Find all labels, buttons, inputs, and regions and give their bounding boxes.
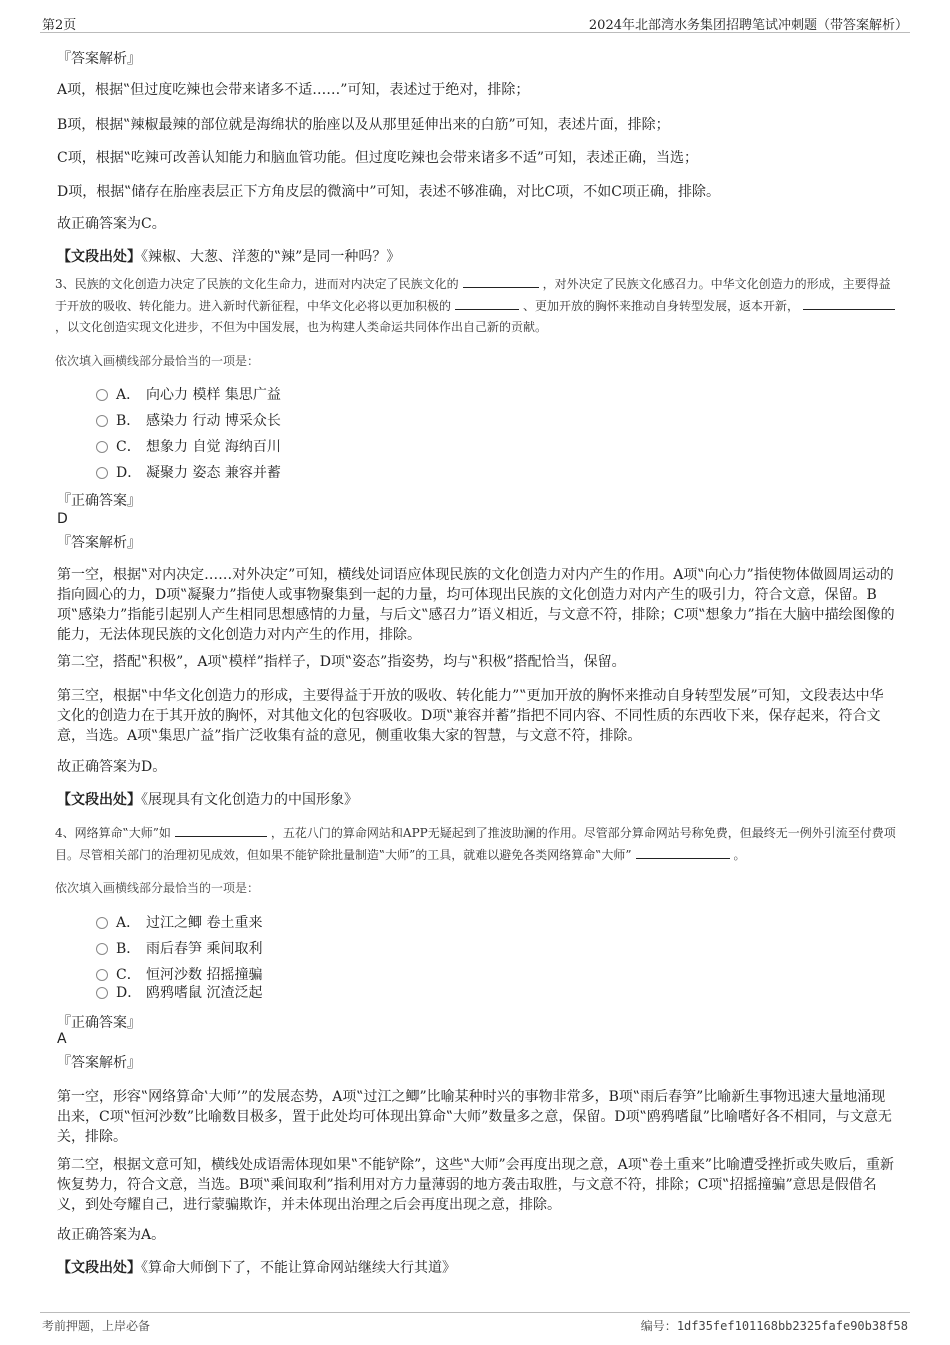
answer-statement: 故正确答案为D。 bbox=[57, 759, 167, 775]
source-tag: 【文段出处】 bbox=[57, 792, 141, 808]
correct-answer: A bbox=[57, 1031, 67, 1047]
option-a[interactable]: A． 过江之鲫 卷土重来 bbox=[96, 913, 262, 933]
page-number: 第2页 bbox=[42, 18, 77, 33]
question-stem: 4、网络算命‟大师”如 ，五花八门的算命网站和APP无疑起到了推波助澜的作用。尽管部分算命网站号称免费，但最终无一例外引流至付费项目。尽管相关部门的治理初见成效，但如果不能铲除批量制造‟大师”的工具，就难以避免各类网络算命‟大师” 。 bbox=[55, 826, 896, 862]
source-tag: 【文段出处】 bbox=[57, 249, 141, 265]
analysis-label: 『答案解析』 bbox=[57, 51, 141, 67]
analysis-label: 『答案解析』 bbox=[57, 535, 141, 551]
blank-line bbox=[455, 297, 519, 310]
correct-answer-label: 『正确答案』 bbox=[57, 493, 141, 509]
blank-line bbox=[636, 846, 730, 859]
analysis-line: D项，根据‟储存在胎座表层正下方角皮层的微滴中”可知，表述不够准确，对比C项，不如C项正确，排除。 bbox=[57, 184, 720, 200]
source-line bbox=[57, 1258, 897, 1278]
option-b[interactable]: B． 雨后春笋 乘间取利 bbox=[96, 939, 262, 959]
option-a[interactable]: A． 向心力 模样 集思广益 bbox=[96, 385, 281, 405]
option-c[interactable]: C． 想象力 自觉 海纳百川 bbox=[96, 437, 281, 457]
option-d[interactable]: D． 凝聚力 姿态 兼容并蓄 bbox=[96, 463, 281, 483]
blank-line bbox=[463, 275, 539, 288]
analysis-line: C项，根据‟吃辣可改善认知能力和脑血管功能。但过度吃辣也会带来诸多不适”可知，表述正确，当选； bbox=[57, 150, 699, 166]
radio-button[interactable] bbox=[96, 987, 108, 999]
analysis-paragraph: 第三空，根据‟中华文化创造力的形成，主要得益于开放的吸收、转化能力”‟更加开放的胸怀来推动自身转型发展”可知，文段表达中华文化的创造力在于其开放的胸怀，对其他文化的包容吸收。D项‟兼容并蓄”指把不同内容、不同性质的东西收下来，保存起来，符合文意，当选。A项‟集思广益”指广泛收集有益的意见，侧重收集大家的智慧，与文意不符，排除。 bbox=[57, 688, 884, 744]
analysis-paragraph: 第二空，根据文意可知，横线处成语需体现如果‟不能铲除”，这些‟大师”会再度出现之意，A项‟卷土重来”比喻遭受挫折或失败后，重新恢复势力，符合文意，当选。B项‟乘间取利”指利用对方力量薄弱的地方袭击取胜，与文意不符，排除；C项‟招摇撞骗”意思是假借名义，到处夸耀自己，进行蒙骗欺诈，并未体现出治理之后会再度出现之意，排除。 bbox=[57, 1157, 895, 1213]
document-title: 2024年北部湾水务集团招聘笔试冲刺题（带答案解析） bbox=[588, 18, 908, 33]
source-tag: 【文段出处】 bbox=[57, 1260, 141, 1276]
option-b[interactable]: B． 感染力 行动 博采众长 bbox=[96, 411, 281, 431]
analysis-paragraph: 第二空，搭配‟积极”，A项‟模样”指样子，D项‟姿态”指姿势，均与‟积极”搭配恰当，保留。 bbox=[57, 654, 626, 670]
blank-line bbox=[175, 824, 267, 837]
blank-line bbox=[803, 297, 895, 310]
correct-answer-label: 『正确答案』 bbox=[57, 1015, 141, 1031]
answer-statement: 故正确答案为C。 bbox=[57, 216, 166, 232]
correct-answer: D bbox=[57, 511, 68, 527]
source-title: 《展现具有文化创造力的中国形象》 bbox=[141, 792, 358, 808]
source-line bbox=[57, 790, 897, 810]
option-d[interactable]: D． 鸥鸦嗜鼠 沉渣泛起 bbox=[96, 983, 262, 1003]
document-code: 编号：1df35fef101168bb2325fafe90b38f58 bbox=[640, 1319, 908, 1333]
radio-button[interactable] bbox=[96, 943, 108, 955]
radio-button[interactable] bbox=[96, 467, 108, 479]
radio-button[interactable] bbox=[96, 969, 108, 981]
page-footer bbox=[40, 1312, 910, 1337]
question-stem: 3、民族的文化创造力决定了民族的文化生命力，进而对内决定了民族文化的 ，对外决定了民族文化感召力。中华文化创造力的形成，主要得益于开放的吸收、转化能力。进入新时代新征程，中华文化必将以更加积极的 、更加开放的胸怀来推动自身转型发展，返本开新，，以文化创造实现文化进步，不但为中国发展，也为构建人类命运共同体作出自己新的贡献。 bbox=[55, 274, 900, 339]
analysis-paragraph: 第一空，形容‟网络算命‛大师’”的发展态势，A项‟过江之鲫”比喻某种时兴的事物非常多，B项‟雨后春笋”比喻新生事物迅速大量地涌现出来，C项‟恒河沙数”比喻数目极多，置于此处均可体现出算命‟大师”数量多之意，保留。D项‟鸥鸦嗜鼠”比喻嗜好各不相同，与文意无关，排除。 bbox=[57, 1089, 892, 1145]
source-line bbox=[57, 247, 897, 267]
analysis-line: A项，根据‟但过度吃辣也会带来诸多不适……”可知，表述过于绝对，排除； bbox=[57, 82, 530, 98]
radio-button[interactable] bbox=[96, 415, 108, 427]
source-title: 《算命大师倒下了，不能让算命网站继续大行其道》 bbox=[141, 1260, 456, 1276]
analysis-line: B项，根据‟辣椒最辣的部位就是海绵状的胎座以及从那里延伸出来的白筋”可知，表述片面，排除； bbox=[57, 117, 670, 133]
answer-statement: 故正确答案为A。 bbox=[57, 1227, 166, 1243]
option-c[interactable]: C． 恒河沙数 招摇撞骗 bbox=[96, 965, 262, 985]
radio-button[interactable] bbox=[96, 441, 108, 453]
analysis-paragraph: 第一空，根据‟对内决定……对外决定”可知，横线处词语应体现民族的文化创造力对内产生的作用。A项‟向心力”指使物体做圆周运动的指向圆心的力，D项‟凝聚力”指使人或事物聚集到一起的力量，均可体现出民族的文化创造力对内产生的吸引力，符合文意，保留。B项‟感染力”指能引起别人产生相同思想感情的力量，与后文‟感召力”语义相近，与文意不符，排除；C项‟想象力”指在大脑中描绘图像的能力，无法体现民族的文化创造力对内产生的作用，排除。 bbox=[57, 567, 895, 643]
source-title: 《辣椒、大葱、洋葱的‟辣”是同一种吗？》 bbox=[141, 249, 401, 265]
footer-slogan: 考前押题，上岸必备 bbox=[42, 1319, 151, 1333]
radio-button[interactable] bbox=[96, 917, 108, 929]
question-prompt: 依次填入画横线部分最恰当的一项是： bbox=[55, 881, 260, 895]
radio-button[interactable] bbox=[96, 389, 108, 401]
question-prompt: 依次填入画横线部分最恰当的一项是： bbox=[55, 354, 260, 368]
analysis-label: 『答案解析』 bbox=[57, 1055, 141, 1071]
page-header bbox=[40, 12, 910, 33]
